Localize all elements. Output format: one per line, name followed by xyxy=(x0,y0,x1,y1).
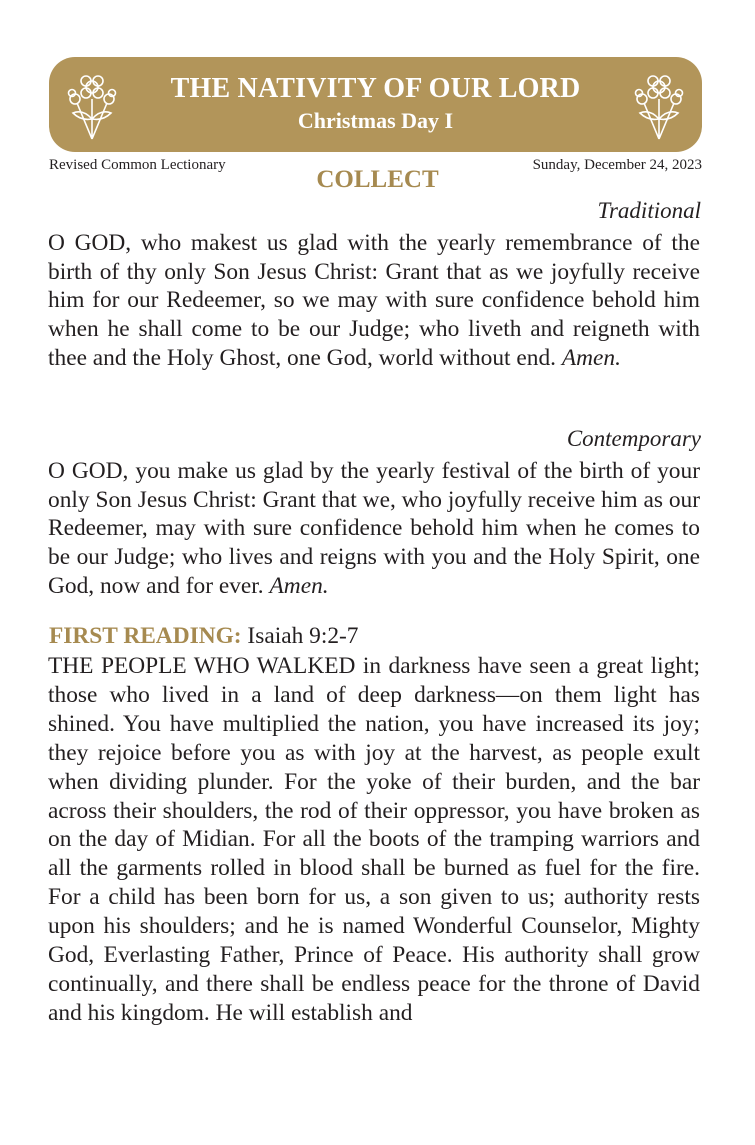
collect-body: O GOD, you make us glad by the yearly festival of the birth of your only Son Jesus Christ: Grant that we, who joyfully receive him as our Redeemer, may with sure confidence behold him when he comes to be our Judge; who lives and reigns with you and the Holy Spirit, one God, now and for ever. xyxy=(48,458,700,599)
amen-text: Amen. xyxy=(269,572,329,599)
first-reading-citation: Isaiah 9:2-7 xyxy=(241,623,359,649)
collect-body: O GOD, who makest us glad with the yearly remembrance of the birth of thy only Son Jesus Christ: Grant that as we joyfully receive him for our Redeemer, so we may with sure confidence behold him when he shall come to be our Judge; who liveth and reigneth with thee and the Holy Ghost, one God, world without end. xyxy=(48,230,700,371)
contemporary-collect-text xyxy=(48,457,700,601)
title-banner xyxy=(49,57,702,152)
first-reading-text: THE PEOPLE WHO WALKED in darkness have seen a great light; those who lived in a land of deep darkness—on them light has shined. You have multiplied the nation, you have increased its joy; they rejoice before you as with joy at the harvest, as people exult when dividing plunder. For the yoke of their burden, and the bar across their shoulders, the rod of their oppressor, you have broken as on the day of Midian. For all the boots of the tramping warriors and all the garments rolled in blood shall be burned as fuel for the fire. For a child has been born for us, a son given to us; authority rests upon his shoulders; and he is named Wonderful Counselor, Mighty God, Everlasting Father, Prince of Peace. His authority shall grow continually, and there shall be endless peace for the throne of David and his kingdom. He will establish and xyxy=(48,653,700,1026)
contemporary-label: Contemporary xyxy=(566,426,701,451)
first-reading-heading xyxy=(49,623,359,650)
date-label: Sunday, December 24, 2023 xyxy=(532,157,702,173)
page-title: THE NATIVITY OF OUR LORD xyxy=(170,73,581,104)
flower-ornament-icon xyxy=(630,69,688,141)
traditional-label: Traditional xyxy=(597,198,701,223)
collect-heading: COLLECT xyxy=(316,166,439,193)
lectionary-label: Revised Common Lectionary xyxy=(49,157,226,173)
traditional-collect-text xyxy=(48,229,700,373)
amen-text: Amen. xyxy=(561,344,621,371)
page-subtitle: Christmas Day I xyxy=(297,108,454,133)
first-reading-label: FIRST READING: xyxy=(49,623,242,649)
